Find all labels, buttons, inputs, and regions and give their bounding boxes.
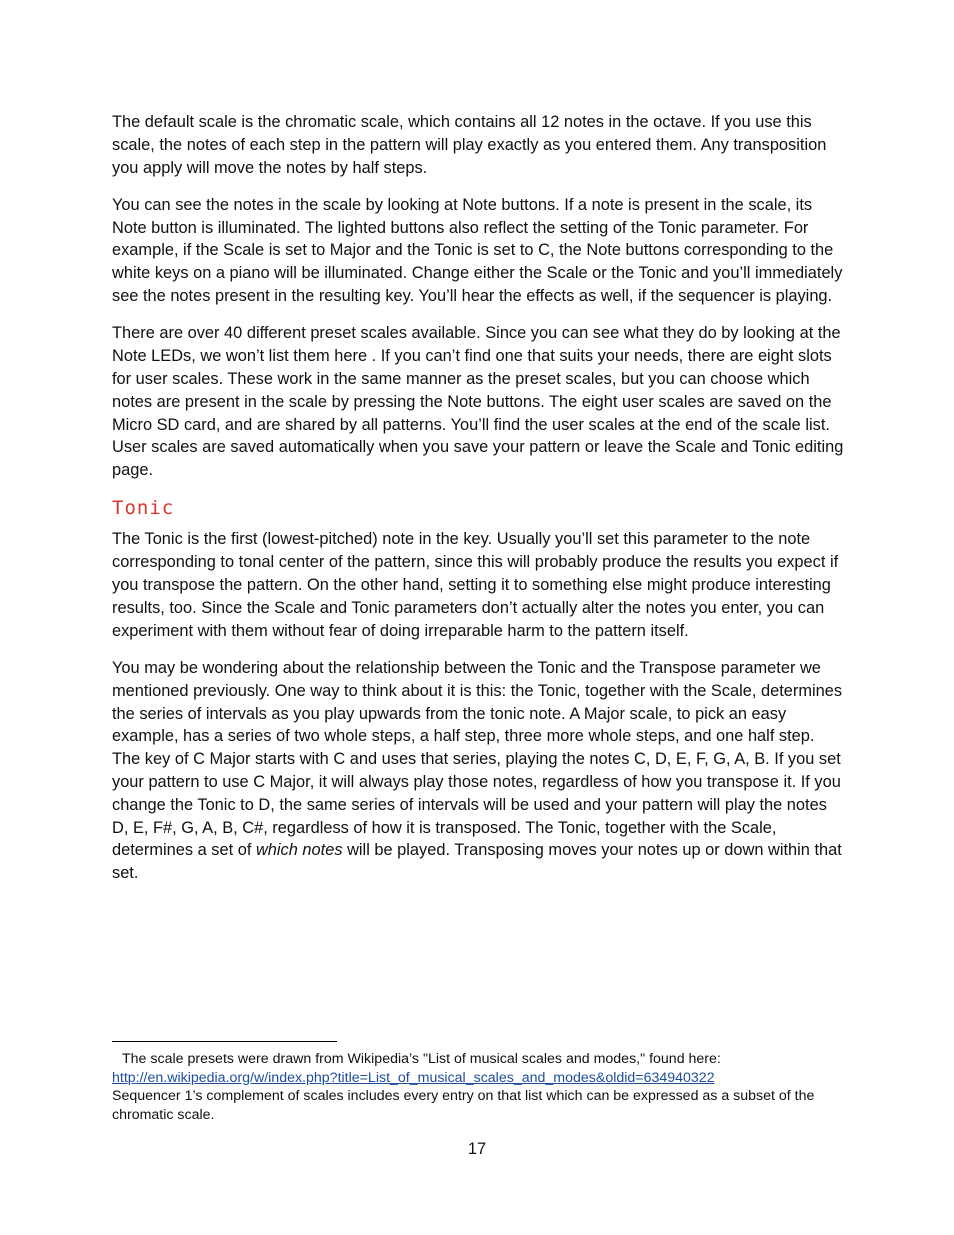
footnote-link-line <box>112 1069 847 1088</box>
paragraph-tonic-vs-transpose <box>112 657 844 885</box>
footnote-separator <box>112 1041 337 1042</box>
paragraph-text-part: will be played. Transposing moves your notes up or down within that set. <box>112 841 842 883</box>
emphasis-which-notes: which notes <box>255 841 343 860</box>
section-heading-tonic: Tonic <box>112 497 175 520</box>
footnote-line-source: The scale presets were drawn from Wikipedia’s "List of musical scales and modes," found here: <box>122 1051 721 1067</box>
paragraph-note-buttons: You can see the notes in the scale by looking at Note buttons. If a note is present in the scale, its Note button is illuminated. The lighted buttons also reflect the setting of the Tonic parameter. For example, if the Scale is set to Major and the Tonic is set to C, the Note buttons corresponding to the white keys on a piano will be illuminated. Change either the Scale or the Tonic and you’ll immediately see the notes present in the resulting key. You’ll hear the effects as well, if the sequencer is playing. <box>112 195 843 306</box>
document-body <box>112 111 844 899</box>
paragraph-chromatic-scale: The default scale is the chromatic scale, which contains all 12 notes in the octave. If you use this scale, the notes of each step in the pattern will play exactly as you entered them. Any transposition you apply will move the notes by half steps. <box>112 113 827 177</box>
page-number: 17 <box>467 1140 487 1158</box>
footnote-link[interactable]: http://en.wikipedia.org/w/index.php?title=List_of_musical_scales_and_modes&oldid=634940322 <box>112 1069 715 1086</box>
footnote-line-complement: Sequencer 1’s complement of scales includes every entry on that list which can be expressed as a subset of the chromatic scale. <box>112 1088 815 1123</box>
paragraph-preset-scales: There are over 40 different preset scales available. Since you can see what they do by looking at the Note LEDs, we won’t list them here . If you can’t find one that suits your needs, there are eight slots for user scales. These work in the same manner as the preset scales, but you can choose which notes are present in the scale by pressing the Note buttons. The eight user scales are saved on the Micro SD card, and are shared by all patterns. You’ll find the user scales at the end of the scale list. User scales are saved automatically when you save your pattern or leave the Scale and Tonic editing page. <box>112 324 844 480</box>
footnote <box>112 1050 847 1124</box>
paragraph-tonic-definition: The Tonic is the first (lowest-pitched) note in the key. Usually you’ll set this parameter to the note corresponding to tonal center of the pattern, since this will probably produce the results you expect if you transpose the pattern. On the other hand, setting it to something else might produce interesting results, too. Since the Scale and Tonic parameters don’t actually alter the notes you enter, you can experiment with them without fear of doing irreparable harm to the pattern itself. <box>112 530 839 640</box>
paragraph-text-part: You may be wondering about the relationship between the Tonic and the Transpose parameter we mentioned previously. One way to think about it is this: the Tonic, together with the Scale, determines the series of intervals as you play upwards from the tonic note. A Major scale, to pick an easy example, has a series of two whole steps, a half step, three more whole steps, and one half step. The key of C Major starts with C and uses that series, playing the notes C, D, E, F, G, A, B. If you set your pattern to use C Major, it will always play those notes, regardless of how you transpose it. If you change the Tonic to D, the same series of intervals will be used and your pattern will play the notes D, E, F#, G, A, B, C#, regardless of how it is transposed. The Tonic, together with the Scale, determines a set of <box>112 658 843 860</box>
